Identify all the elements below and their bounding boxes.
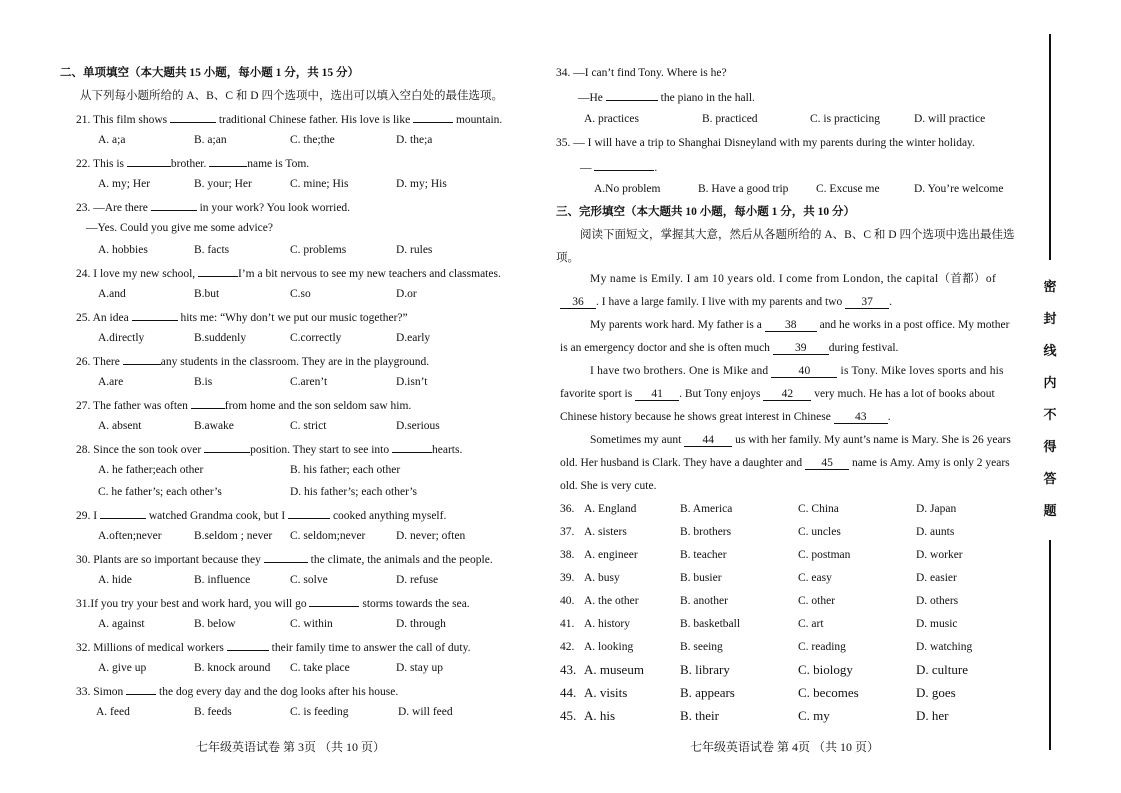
passage-line-4: is an emergency doctor and she is often much 39 during festival.	[560, 342, 899, 354]
section-3-instruction: 阅读下面短文，掌握其大意，然后从各题所给的 A、B、C 和 D 四个选项中选出最佳选	[580, 229, 1015, 241]
options-25: A.directly B.suddenly C.correctly D.early	[98, 332, 431, 344]
cloze-blank-38[interactable]: 38	[765, 319, 817, 332]
cloze-options-40: 40. A. the other B. another C. other D. others	[560, 595, 959, 607]
question-23-reply: —Yes. Could you give me some advice?	[86, 222, 273, 234]
cloze-blank-44[interactable]: 44	[684, 434, 732, 447]
question-31: 31.If you try your best and work hard, you will go storms towards the sea.	[76, 595, 470, 611]
options-35: A.No problem B. Have a good trip C. Excuse me D. You’re welcome	[594, 183, 1004, 195]
seal-char: 内	[1043, 376, 1057, 391]
passage-line-10: old. She is very cute.	[560, 480, 657, 492]
passage-line-7: Chinese history because he shows great interest in Chinese 43 .	[560, 411, 891, 423]
question-34-reply: —He the piano in the hall.	[578, 89, 755, 105]
section-2-title: 二、单项填空（本大题共 15 小题，每小题 1 分，共 15 分）	[60, 67, 359, 79]
options-32: A. give up B. knock around C. take place D. stay up	[98, 662, 443, 674]
options-34: A. practices B. practiced C. is practicing D. will practice	[584, 113, 986, 125]
cloze-blank-36[interactable]: 36	[560, 296, 596, 309]
seal-line-bottom	[1049, 540, 1051, 750]
answer-blank[interactable]	[198, 265, 238, 277]
answer-blank[interactable]	[191, 397, 225, 409]
passage-line-9: old. Her husband is Clark. They have a daughter and 45 name is Amy. Amy is only 2 years	[560, 457, 1010, 469]
options-23: A. hobbies B. facts C. problems D. rules	[98, 244, 433, 256]
answer-blank[interactable]	[227, 639, 269, 651]
question-32: 32. Millions of medical workers their family time to answer the call of duty.	[76, 639, 471, 655]
cloze-blank-37[interactable]: 37	[845, 296, 889, 309]
section-2-instruction: 从下列每小题所给的 A、B、C 和 D 四个选项中，选出可以填入空白处的最佳选项。	[80, 90, 503, 102]
options-30: A. hide B. influence C. solve D. refuse	[98, 574, 439, 586]
section-3-instruction-cont: 项。	[556, 252, 579, 264]
answer-blank[interactable]	[606, 89, 658, 101]
answer-blank[interactable]	[209, 155, 247, 167]
question-29: 29. I watched Grandma cook, but I cooked anything myself.	[76, 507, 446, 523]
passage-line-3: My parents work hard. My father is a 38 and he works in a post office. My mother	[590, 319, 1010, 331]
cloze-blank-42[interactable]: 42	[763, 388, 811, 401]
question-22: 22. This is brother. name is Tom.	[76, 155, 309, 171]
answer-blank[interactable]	[127, 155, 171, 167]
answer-blank[interactable]	[413, 111, 453, 123]
answer-blank[interactable]	[204, 441, 250, 453]
seal-char: 封	[1043, 312, 1057, 327]
cloze-blank-43[interactable]: 43	[834, 411, 888, 424]
cloze-options-37: 37. A. sisters B. brothers C. uncles D. aunts	[560, 526, 955, 538]
cloze-options-42: 42. A. looking B. seeing C. reading D. watching	[560, 641, 973, 653]
seal-char: 不	[1043, 408, 1057, 423]
options-22: A. my; Her B. your; Her C. mine; His D. my; His	[98, 178, 447, 190]
question-35-reply: — .	[580, 159, 657, 175]
passage-line-2: 36 . I have a large family. I live with my parents and two 37 .	[560, 295, 892, 309]
options-27: A. absent B.awake C. strict D.serious	[98, 420, 440, 432]
options-21: A. a;a B. a;an C. the;the D. the;a	[98, 134, 433, 146]
answer-blank[interactable]	[392, 441, 432, 453]
answer-blank[interactable]	[170, 111, 216, 123]
question-33: 33. Simon the dog every day and the dog looks after his house.	[76, 683, 398, 699]
options-28b: C. he father’s; each other’s D. his father’s; each other’s	[98, 486, 417, 498]
cloze-options-38: 38. A. engineer B. teacher C. postman D. worker	[560, 549, 963, 561]
question-24: 24. I love my new school, I’m a bit nervous to see my new teachers and classmates.	[76, 265, 501, 281]
question-30: 30. Plants are so important because they the climate, the animals and the people.	[76, 551, 493, 567]
cloze-blank-41[interactable]: 41	[635, 388, 679, 401]
passage-line-6: favorite sport is 41 . But Tony enjoys 42 very much. He has a lot of books about	[560, 388, 995, 400]
answer-blank[interactable]	[264, 551, 308, 563]
question-34: 34. —I can’t find Tony. Where is he?	[556, 67, 727, 79]
options-29: A.often;never B.seldom ; never C. seldom;never D. never; often	[98, 530, 466, 542]
answer-blank[interactable]	[288, 507, 330, 519]
cloze-options-41: 41. A. history B. basketball C. art D. music	[560, 618, 958, 630]
cloze-options-45: 45. A. his B. their C. my D. her	[560, 708, 949, 723]
cloze-options-44: 44. A. visits B. appears C. becomes D. goes	[560, 685, 956, 700]
passage-line-1: My name is Emily. I am 10 years old. I come from London, the capital（首都）of	[590, 273, 997, 285]
passage-line-5: I have two brothers. One is Mike and 40 is Tony. Mike loves sports and his	[590, 365, 1004, 377]
answer-blank[interactable]	[594, 159, 654, 171]
question-21: 21. This film shows traditional Chinese father. His love is like mountain.	[76, 111, 502, 127]
seal-char: 密	[1043, 280, 1057, 295]
seal-char: 线	[1043, 344, 1057, 359]
question-35: 35. — I will have a trip to Shanghai Disneyland with my parents during the winter holiday.	[556, 137, 975, 149]
seal-char: 答	[1043, 472, 1057, 487]
options-31: A. against B. below C. within D. through	[98, 618, 446, 630]
cloze-blank-45[interactable]: 45	[805, 457, 849, 470]
answer-blank[interactable]	[309, 595, 359, 607]
answer-blank[interactable]	[132, 309, 178, 321]
question-25: 25. An idea hits me: “Why don’t we put our music together?”	[76, 309, 408, 325]
cloze-options-36: 36. A. England B. America C. China D. Japan	[560, 503, 957, 515]
cloze-options-43: 43. A. museum B. library C. biology D. culture	[560, 662, 968, 677]
answer-blank[interactable]	[126, 683, 156, 695]
cloze-blank-39[interactable]: 39	[773, 342, 829, 355]
passage-line-8: Sometimes my aunt 44 us with her family. My aunt’s name is Mary. She is 26 years	[590, 434, 1011, 446]
options-33: A. feed B. feeds C. is feeding D. will feed	[96, 706, 453, 718]
cloze-blank-40[interactable]: 40	[771, 365, 837, 378]
seal-char: 得	[1043, 440, 1057, 455]
answer-blank[interactable]	[100, 507, 146, 519]
question-26: 26. There any students in the classroom. They are in the playground.	[76, 353, 429, 369]
question-27: 27. The father was often from home and the son seldom saw him.	[76, 397, 411, 413]
page-footer-3: 七年级英语试卷 第 3页 （共 10 页）	[196, 740, 386, 754]
seal-line-top	[1049, 34, 1051, 260]
options-24: A.and B.but C.so D.or	[98, 288, 417, 300]
seal-char: 题	[1043, 504, 1057, 519]
answer-blank[interactable]	[151, 199, 197, 211]
question-28: 28. Since the son took over position. They start to see into hearts.	[76, 441, 462, 457]
options-26: A.are B.is C.aren’t D.isn’t	[98, 376, 428, 388]
section-3-title: 三、完形填空（本大题共 10 小题，每小题 1 分，共 10 分）	[556, 206, 855, 218]
answer-blank[interactable]	[123, 353, 161, 365]
question-23: 23. —Are there in your work? You look worried.	[76, 199, 350, 215]
options-28a: A. he father;each other B. his father; each other	[98, 464, 401, 476]
page-footer-4: 七年级英语试卷 第 4页 （共 10 页）	[690, 740, 880, 754]
cloze-options-39: 39. A. busy B. busier C. easy D. easier	[560, 572, 957, 584]
